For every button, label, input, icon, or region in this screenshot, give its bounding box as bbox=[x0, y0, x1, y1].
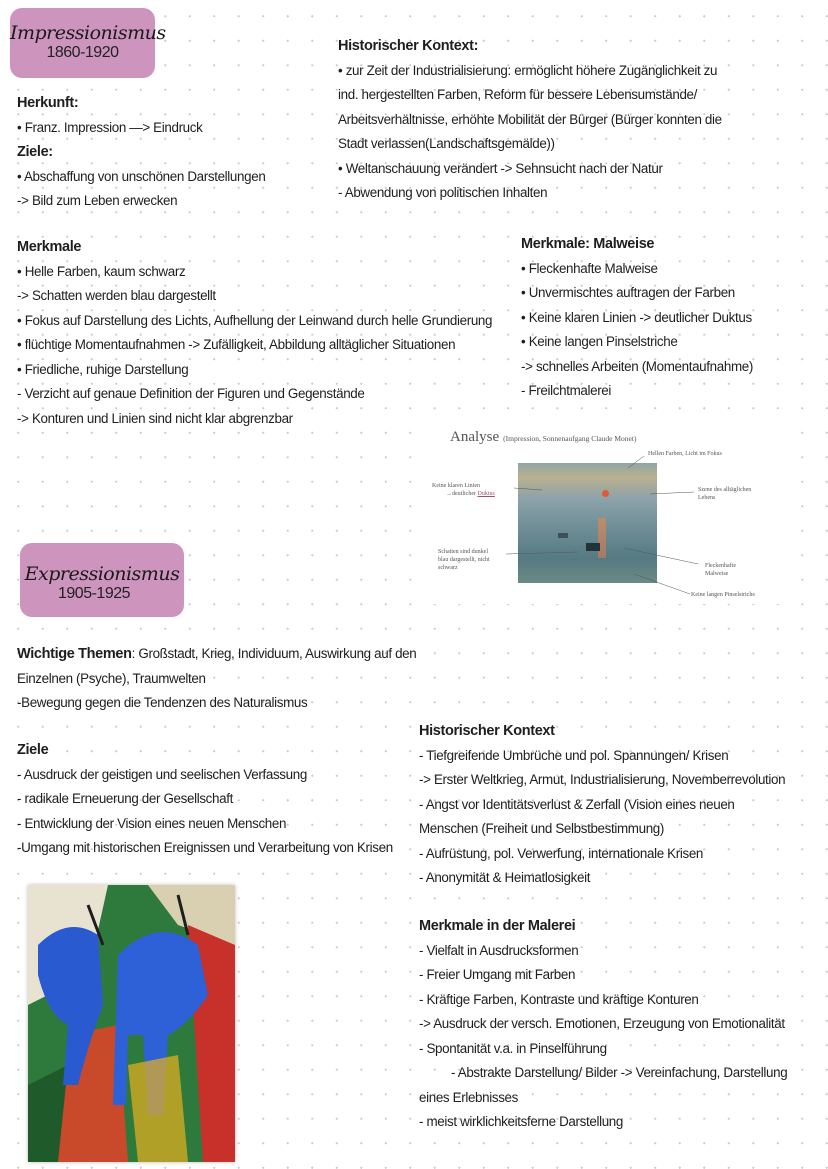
list-item: • Friedliche, ruhige Darstellung bbox=[17, 361, 189, 377]
list-item: Arbeitsverhältnisse, erhöhte Mobilität der Bürger (Bürger konnten die bbox=[338, 111, 722, 127]
herkunft-ziele-section bbox=[17, 91, 265, 214]
list-item: -> Schatten werden blau dargestellt bbox=[17, 288, 216, 303]
list-item: - Vielfalt in Ausdrucksformen bbox=[419, 942, 579, 958]
list-item: • Keine langen Pinselstriche bbox=[521, 334, 678, 349]
annotation-text: schwarz bbox=[438, 565, 458, 571]
list-item: ind. hergestellten Farben, Reform für bessere Lebensumstände/ bbox=[338, 87, 698, 102]
list-item: -Umgang mit historischen Ereignissen und Verarbeitung von Krisen bbox=[17, 840, 393, 855]
kontext-heading: Historischer Kontext: bbox=[338, 38, 479, 54]
annotation-link: Duktus bbox=[477, 491, 495, 497]
franz-marc-painting bbox=[28, 885, 235, 1162]
list-item: • Fokus auf Darstellung des Lichts, Aufhellung der Leinwand durch helle Grundierung bbox=[17, 312, 493, 328]
list-item: - Tiefgreifende Umbrüche und pol. Spannungen/ Krisen bbox=[419, 747, 729, 763]
list-item: -> Konturen und Linien sind nicht klar abgrenzbar bbox=[17, 410, 293, 426]
annotation-right2 bbox=[705, 562, 736, 578]
list-item: • zur Zeit der Industrialisierung: ermöglicht höhere Zugänglichkeit zu bbox=[338, 62, 718, 78]
list-item: - Verzicht auf genaue Definition der Figuren und Gegenstände bbox=[17, 386, 365, 401]
list-item: • Keine klaren Linien -> deutlicher Duktus bbox=[521, 309, 752, 325]
annotation-text: Malweise bbox=[705, 571, 729, 577]
annotation-text: Szene des alltäglichen bbox=[698, 487, 752, 493]
list-item: eines Erlebnisses bbox=[419, 1089, 518, 1105]
expressionismus-title-tag bbox=[20, 543, 184, 617]
list-item: Menschen (Freiheit und Selbstbestimmung) bbox=[419, 821, 665, 836]
expressionismus-title: Expressionismus bbox=[24, 563, 180, 585]
list-item: • flüchtige Momentaufnahmen -> Zufälligkeit, Abbildung alltäglicher Situationen bbox=[17, 337, 456, 352]
annotation-text: Schatten sind dunkel bbox=[438, 549, 488, 555]
list-item: - Aufrüstung, pol. Verwerfung, internationale Krisen bbox=[419, 845, 704, 861]
list-item: - Kräftige Farben, Kontraste und kräftige Konturen bbox=[419, 991, 699, 1007]
list-item: Stadt verlassen(Landschaftsgemälde)) bbox=[338, 136, 555, 151]
annotation-text: Keine klaren Linien bbox=[432, 483, 480, 489]
list-item: -> Bild zum Leben erwecken bbox=[17, 193, 178, 208]
annotation-left2 bbox=[438, 548, 490, 572]
list-item: Einzelnen (Psyche), Traumwelten bbox=[17, 670, 206, 686]
annotation-text: Fleckenhafte bbox=[705, 563, 736, 569]
list-item: - Spontanität v.a. in Pinselführung bbox=[419, 1040, 607, 1056]
list-item: - Entwicklung der Vision eines neuen Menschen bbox=[17, 815, 287, 831]
malweise-heading: Merkmale: Malweise bbox=[521, 236, 655, 252]
list-item: -Bewegung gegen die Tendenzen des Naturalismus bbox=[17, 695, 308, 710]
list-item: -> Ausdruck der versch. Emotionen, Erzeugung von Emotionalität bbox=[419, 1016, 785, 1031]
annotation-top: Hellen Farben, Licht im Fokus bbox=[648, 451, 722, 457]
list-item: - Abstrakte Darstellung/ Bilder -> Vereinfachung, Darstellung bbox=[451, 1065, 788, 1080]
expressionismus-years: 1905-1925 bbox=[58, 585, 131, 602]
list-item: • Franz. Impression —> Eindruck bbox=[17, 119, 203, 135]
impressionismus-kontext-section bbox=[338, 34, 722, 206]
merkmale-heading: Merkmale bbox=[17, 239, 82, 255]
list-item: • Helle Farben, kaum schwarz bbox=[17, 263, 186, 279]
list-item: - Angst vor Identitätsverlust & Zerfall (Vision eines neuen bbox=[419, 796, 735, 812]
list-item: -> Erster Weltkrieg, Armut, Industrialisierung, Novemberrevolution bbox=[419, 772, 786, 787]
analyse-subtitle: (Impression, Sonnenaufgang Claude Monet) bbox=[503, 434, 637, 443]
annotation-left1 bbox=[432, 482, 495, 498]
annotation-text: blau dargestellt, nicht bbox=[438, 557, 490, 563]
themen-text: : Großstadt, Krieg, Individuum, Auswirkung auf den bbox=[131, 646, 417, 661]
ziele-heading: Ziele bbox=[17, 742, 49, 758]
list-item: - Anonymität & Heimatlosigkeit bbox=[419, 870, 591, 885]
kontext-heading: Historischer Kontext bbox=[419, 723, 555, 739]
malweise-section bbox=[521, 232, 753, 404]
impressionismus-title: Impressionismus bbox=[10, 22, 166, 44]
impressionismus-years: 1860-1920 bbox=[46, 44, 119, 61]
list-item: - Ausdruck der geistigen und seelischen Verfassung bbox=[17, 766, 307, 782]
list-item: - Freier Umgang mit Farben bbox=[419, 967, 576, 982]
list-item: • Fleckenhafte Malweise bbox=[521, 260, 658, 276]
impressionismus-title-tag bbox=[10, 8, 166, 78]
herkunft-heading: Herkunft: bbox=[17, 95, 79, 111]
impressionismus-merkmale-section bbox=[17, 235, 492, 431]
themen-heading: Wichtige Themen bbox=[17, 646, 132, 662]
analyse-title: Analyse bbox=[450, 429, 500, 445]
malerei-section bbox=[419, 914, 787, 1135]
expressionismus-kontext-section bbox=[419, 719, 785, 891]
list-item: -> schnelles Arbeiten (Momentaufnahme) bbox=[521, 358, 753, 374]
ziele-heading: Ziele: bbox=[17, 144, 53, 160]
list-item: - meist wirklichkeitsferne Darstellung bbox=[419, 1114, 623, 1129]
list-item: • Weltanschauung verändert -> Sehnsucht nach der Natur bbox=[338, 160, 663, 176]
list-item: - radikale Erneuerung der Gesellschaft bbox=[17, 791, 233, 806]
list-item: • Unvermischtes auftragen der Farben bbox=[521, 285, 735, 300]
list-item: • Abschaffung von unschönen Darstellungen bbox=[17, 168, 266, 184]
themen-section bbox=[17, 642, 416, 716]
list-item: - Freilchtmalerei bbox=[521, 383, 612, 398]
expressionismus-ziele-section bbox=[17, 738, 393, 861]
analyse-figure bbox=[418, 426, 782, 604]
annotation-text: Lebens bbox=[698, 495, 716, 501]
annotation-right1 bbox=[698, 486, 751, 502]
list-item: - Abwendung von politischen Inhalten bbox=[338, 185, 548, 200]
annotation-text: →deutlicher bbox=[446, 491, 478, 497]
malerei-heading: Merkmale in der Malerei bbox=[419, 918, 576, 934]
annotation-bottom: Keine langen Pinselstriche bbox=[691, 592, 755, 598]
